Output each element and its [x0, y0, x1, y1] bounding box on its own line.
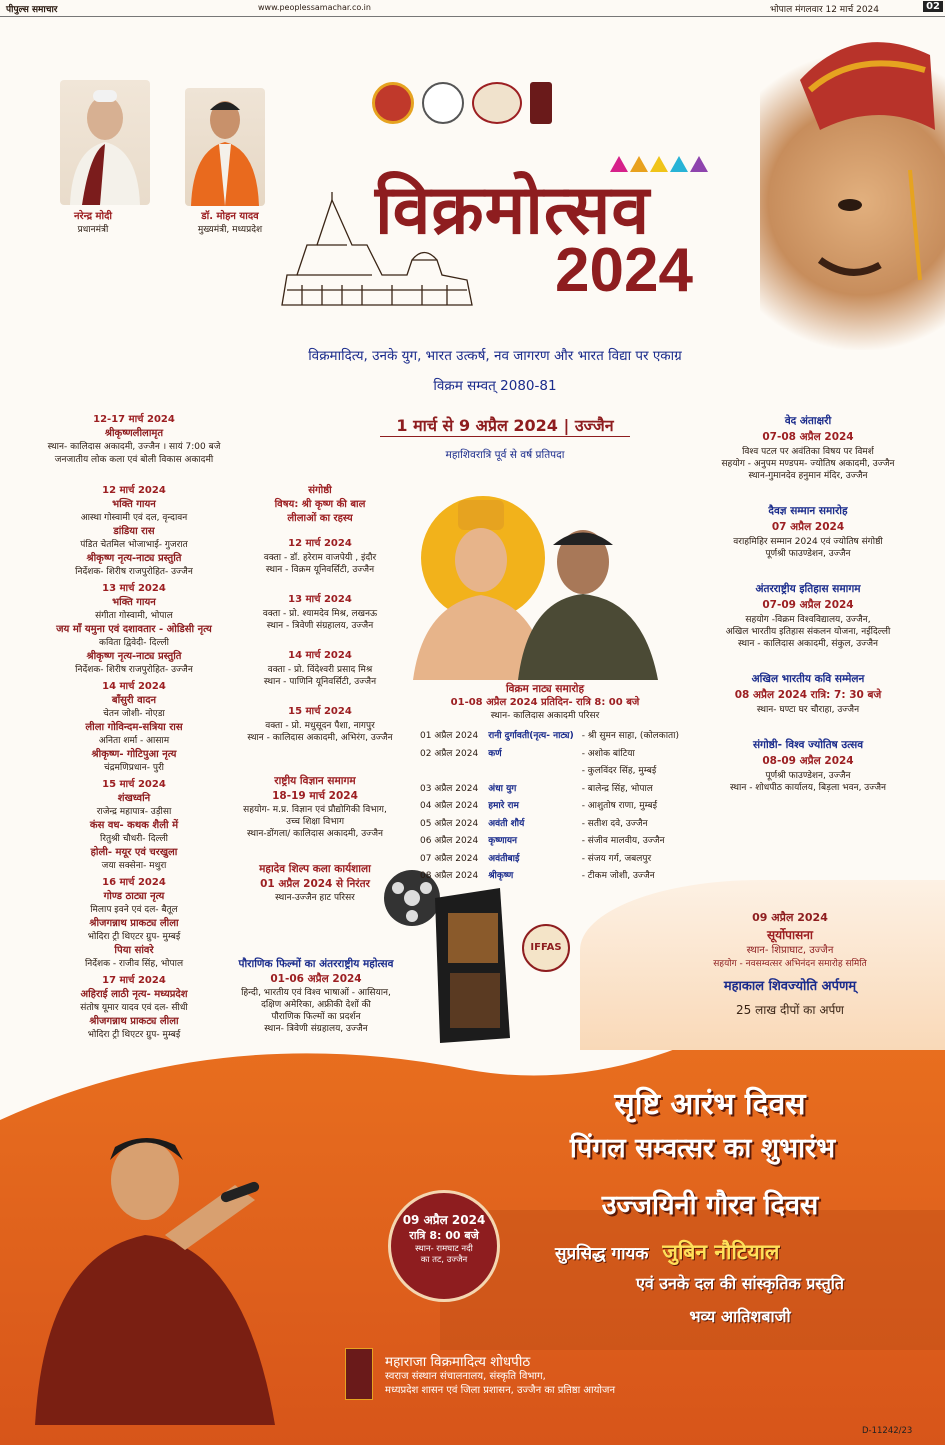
seminar-item	[235, 536, 405, 576]
seminar-label: संगोष्ठी	[308, 485, 332, 496]
natya-row	[418, 746, 681, 764]
seminar-item	[235, 592, 405, 632]
leader-modi-caption	[28, 208, 158, 235]
event-title: भक्ति गायन	[112, 499, 156, 510]
surya-line: स्थान- शिप्राघाट, उज्जैन	[746, 945, 834, 956]
singer-illustration	[35, 1125, 315, 1425]
seminar-venue: स्थान - विक्रम यूनिवर्सिटी, उज्जैन	[265, 565, 375, 575]
shodhpeeth-logo	[530, 82, 552, 124]
event-title: अहिराई लाठी नृत्य- मध्यप्रदेश	[80, 989, 188, 1000]
science-line: सहयोग- म.प्र. विज्ञान एवं प्रौद्योगिकी विभाग,	[243, 805, 387, 815]
event-title: शंखध्वनि	[117, 793, 151, 804]
deep-arpan: 25 लाख दीपों का अर्पण	[736, 1003, 844, 1017]
craft-date: 01 अप्रैल 2024 से निरंतर	[260, 878, 370, 890]
event-title: कंस वध- कथक शैली में	[89, 820, 179, 831]
right-event-line: सहयोग - अनुपम मण्डपम- ज्योतिष अकादमी, उज्जैन	[721, 459, 895, 469]
craft-head: महादेव शिल्प कला कार्यशाला	[259, 863, 371, 875]
seminar-block	[235, 484, 405, 760]
event-title: श्रीकृष्णलीलामृत	[104, 428, 164, 439]
right-event-date: 08 अप्रैल 2024 रात्रि: 7: 30 बजे	[734, 689, 882, 701]
natya-director: - बालेन्द्र सिंह, भोपाल	[581, 783, 653, 794]
event-title: जय माँ यमुना एवं दशावतार - ओडिसी नृत्य	[56, 624, 212, 635]
event-title: डांडिया रास	[113, 526, 155, 537]
event-date: 15 मार्च 2024	[102, 779, 166, 790]
film-line: दक्षिण अमेरिका, अफ्रीकी देशों की	[261, 1000, 371, 1010]
natya-date: 04 अप्रैल 2024	[420, 801, 479, 811]
event-detail: चंद्रमणिप्रधान- पुरी	[104, 763, 164, 773]
right-event-block	[688, 672, 928, 716]
natya-play: श्रीकृष्ण	[488, 871, 514, 881]
film-line: स्थान- त्रिवेणी संग्रहालय, उज्जैन	[264, 1024, 368, 1034]
natya-director: - संजीव मालवीय, उज्जैन	[581, 836, 665, 846]
seminar-date: 12 मार्च 2024	[288, 538, 352, 549]
natya-row	[418, 798, 681, 816]
leader-name: डॉ. मोहन यादव	[201, 211, 259, 222]
film-date: 01-06 अप्रैल 2024	[270, 973, 362, 985]
leader-title: प्रधानमंत्री	[77, 225, 109, 235]
date-underline	[380, 436, 630, 437]
event-title: गोण्ड ठाट्या नृत्य	[103, 891, 165, 902]
actors-illustration	[408, 490, 678, 680]
event-title: पिया सांवरे	[114, 945, 154, 956]
shodhpeeth-logo-bottom	[345, 1348, 373, 1400]
mahakal-head: महाकाल शिवज्योति अर्पणम्	[723, 979, 857, 994]
leader-name: नरेन्द्र मोदी	[74, 211, 112, 222]
event-title: श्रीकृष्ण नृत्य-नाट्य प्रस्तुति	[86, 651, 182, 662]
natya-date: 01-08 अप्रैल 2024 प्रतिदिन- रात्रि 8: 00 बजे	[450, 697, 640, 708]
right-event-line: स्थान-गुमानदेव हनुमान मंदिर, उज्जैन	[748, 471, 868, 481]
title-gaurav: उज्जयिनी गौरव दिवस	[601, 1190, 819, 1221]
natya-date: 07 अप्रैल 2024	[420, 853, 479, 864]
right-event-block	[688, 738, 928, 794]
right-event-date: 08-09 अप्रैल 2024	[762, 755, 854, 767]
right-event-head: अखिल भारतीय कवि सम्मेलन	[751, 673, 865, 685]
event-detail: राजेन्द्र महापात्र- उड़ीसा	[96, 807, 172, 817]
samvat: विक्रम सम्वत् 2080-81	[433, 378, 557, 394]
badge-date: 09 अप्रैल 2024	[402, 1213, 486, 1227]
event-title: बाँसुरी वादन	[111, 695, 157, 706]
event-detail: निर्देशक - राजीव सिंह, भोपाल	[84, 959, 184, 969]
right-event-block	[688, 582, 928, 650]
natya-play: अवंती शौर्य	[488, 818, 525, 829]
event-detail: चेतन जोशी- नोएडा	[103, 709, 165, 719]
surya-line: सहयोग - नवसम्वत्सर अभिनंदन समारोह समिति	[713, 959, 867, 969]
natya-play: अंधा युग	[488, 783, 517, 794]
spacer	[15, 467, 253, 481]
seminar-topic-cont: लीलाओं का रहस्य	[287, 513, 353, 524]
surya-head: सूर्योपासना	[767, 928, 813, 942]
event-title: श्रीजगन्नाथ प्राकट्य लीला	[89, 1016, 179, 1027]
event-detail: पंडित चेतमिल भोजाभाई- गुजरात	[80, 540, 188, 550]
science-head: राष्ट्रीय विज्ञान समागम	[274, 775, 356, 787]
natya-play	[480, 763, 576, 781]
ad-code: D-11242/23	[862, 1426, 913, 1436]
organiser-name: महाराजा विक्रमादित्य शोधपीठ	[385, 1354, 531, 1370]
science-line: उच्च शिक्षा विभाग	[285, 817, 345, 827]
seminar-item	[235, 704, 405, 744]
badge-time: रात्रि 8: 00 बजे	[409, 1229, 479, 1242]
science-block	[220, 774, 410, 840]
event-title: श्रीकृष्ण नृत्य-नाट्य प्रस्तुति	[86, 553, 182, 564]
iffas-logo: IFFAS	[522, 924, 570, 972]
site-url: www.peoplessamachar.co.in	[258, 3, 371, 12]
film-line: पौराणिक फिल्मों का प्रदर्शन	[271, 1012, 361, 1022]
right-event-line: पूर्णश्री फाउण्डेशन, उज्जैन	[765, 771, 851, 781]
portrait-modi	[60, 80, 150, 205]
natya-row	[418, 728, 681, 746]
craft-line: स्थान-उज्जैन हाट परिसर	[275, 893, 355, 903]
natya-row	[418, 833, 681, 851]
seminar-venue: स्थान - त्रिवेणी संग्रहालय, उज्जैन	[266, 621, 374, 631]
event-detail: आस्था गोस्वामी एवं दल, वृन्दावन	[80, 513, 188, 523]
natya-row	[418, 763, 681, 781]
singer-line	[555, 1238, 935, 1266]
event-date: 17 मार्च 2024	[102, 975, 166, 986]
seminar-date: 13 मार्च 2024	[288, 594, 352, 605]
natya-date: 06 अप्रैल 2024	[420, 836, 479, 846]
seminar-venue: स्थान - पाणिनि यूनिवर्सिटी, उज्जैन	[263, 677, 377, 687]
event-date: 16 मार्च 2024	[102, 877, 166, 888]
fireworks-line: भव्य आतिशबाजी	[689, 1307, 791, 1326]
right-event-head: वेद अंताक्षरी	[784, 415, 832, 427]
natya-play: रानी दुर्गावती(नृत्य- नाट्य)	[488, 731, 574, 741]
right-event-date: 07-08 अप्रैल 2024	[762, 431, 854, 443]
natya-row	[418, 781, 681, 799]
right-event-head: संगोष्ठी- विश्व ज्योतिष उत्सव	[752, 739, 864, 751]
event-title: विक्रमोत्सव	[375, 170, 651, 250]
natya-block	[410, 682, 680, 722]
seminar-speaker: वक्ता - प्रो. विंदेश्वरी प्रसाद मिश्र	[267, 665, 373, 675]
natya-play: कर्ण	[488, 748, 502, 759]
natya-row	[418, 868, 681, 886]
natya-director: - श्री सुमन साहा, (कोलकाता)	[581, 731, 680, 741]
science-line: स्थान-डोंगला/ कालिदास अकादमी, उज्जैन	[246, 829, 383, 839]
natya-date: 02 अप्रैल 2024	[420, 748, 479, 759]
seminar-item	[235, 648, 405, 688]
seminar-date: 14 मार्च 2024	[288, 650, 352, 661]
event-logo	[472, 82, 522, 124]
event-title: होली- मयूर एवं चरखुला	[90, 847, 178, 858]
event-detail: जनजातीय लोक कला एवं बोली विकास अकादमी	[54, 455, 214, 465]
logo-strip	[372, 82, 552, 124]
natya-director: - टीकम जोशी, उज्जैन	[581, 871, 655, 881]
natya-date: 01 अप्रैल 2024	[420, 731, 479, 741]
page-header	[0, 0, 945, 17]
event-subtitle: विक्रमादित्य, उनके युग, भारत उत्कर्ष, नव जागरण और भारत विद्या पर एकाग्र	[308, 348, 682, 364]
natya-director: - अशोक बांटिया	[581, 748, 635, 759]
right-event-line: स्थान - कालिदास अकादमी, संकुल, उज्जैन	[737, 639, 878, 649]
natya-play: अवंतीबाई	[488, 853, 520, 864]
event-detail: अनिता शर्मा - आसाम	[98, 736, 170, 746]
portrait-yadav	[185, 88, 265, 206]
event-detail: रितुश्री चौधरी- दिल्ली	[99, 834, 168, 844]
event-title: श्रीजगन्नाथ प्राकट्य लीला	[89, 918, 179, 929]
singer-prefix: सुप्रसिद्ध गायक	[555, 1244, 649, 1264]
right-event-head: अंतरराष्ट्रीय इतिहास समागम	[755, 583, 861, 595]
event-detail: जया सक्सेना- मथुरा	[101, 861, 167, 871]
performance-line: एवं उनके दल की सांस्कृतिक प्रस्तुति	[635, 1274, 845, 1293]
event-title: श्रीकृष्ण- गोटिपुआ नृत्य	[91, 749, 177, 760]
natya-director: - सतीश दवे, उज्जैन	[581, 818, 648, 829]
event-badge	[388, 1190, 500, 1302]
natya-date: 03 अप्रैल 2024	[420, 783, 479, 794]
vikramaditya-illustration	[760, 20, 945, 350]
natya-row	[418, 851, 681, 869]
event-date: 12-17 मार्च 2024	[93, 414, 175, 425]
seminar-speaker: वक्ता - प्रो. श्यामदेव मिश्र, लखनऊ	[262, 609, 378, 619]
event-title: भक्ति गायन	[112, 597, 156, 608]
right-event-line: स्थान- घण्टा घर चौराहा, उज्जैन	[756, 705, 860, 715]
event-date: 14 मार्च 2024	[102, 681, 166, 692]
leader-title: मुख्यमंत्री, मध्यप्रदेश	[197, 225, 263, 235]
paper-name: पीपुल्स समाचार	[6, 5, 58, 15]
seminar-topic: विषय: श्री कृष्ण की बाल	[274, 499, 366, 510]
surya-block	[640, 910, 940, 1018]
title-srishti: सृष्टि आरंभ दिवस	[614, 1087, 806, 1122]
film-line: हिन्दी, भारतीय एवं विश्व भाषाओं - आसियान,	[241, 988, 391, 998]
event-detail: कविता द्विवेदी- दिल्ली	[99, 638, 169, 648]
right-event-line: सहयोग -विक्रम विश्वविद्यालय, उज्जैन,	[745, 615, 871, 625]
title-pingal: पिंगल सम्वत्सर का शुभारंभ	[569, 1133, 836, 1164]
event-date: 12 मार्च 2024	[102, 485, 166, 496]
left-column-schedule	[15, 410, 253, 1042]
right-event-date: 07-09 अप्रैल 2024	[762, 599, 854, 611]
natya-play: हमारे राम	[488, 801, 519, 811]
natya-row	[418, 816, 681, 834]
right-event-block	[688, 504, 928, 560]
right-event-date: 07 अप्रैल 2024	[771, 521, 845, 533]
right-event-line: पूर्णश्री फाउण्डेशन, उज्जैन	[765, 549, 851, 559]
seminar-date: 15 मार्च 2024	[288, 706, 352, 717]
event-detail: भोदिरा ट्री थिएटर ग्रुप- मुम्बई	[87, 1030, 181, 1040]
right-event-head: दैवज्ञ सम्मान समारोह	[768, 505, 848, 517]
film-head: पौराणिक फिल्मों का अंतरराष्ट्रीय महोत्सव	[238, 958, 394, 970]
natya-date	[418, 763, 480, 781]
badge-venue-cont: का तट, उज्जैन	[420, 1255, 468, 1265]
natya-date: 08 अप्रैल 2024	[420, 871, 479, 881]
page-number: 02	[923, 1, 943, 12]
science-date: 18-19 मार्च 2024	[272, 790, 358, 802]
natya-play: कृष्णायन	[488, 836, 518, 846]
natya-venue: स्थान- कालिदास अकादमी परिसर	[490, 711, 600, 721]
natya-director: - आशुतोष राणा, मुम्बई	[581, 801, 658, 811]
event-detail: स्थान- कालिदास अकादमी, उज्जैन । सायं 7:00 बजे	[47, 442, 221, 452]
event-detail: भोदिरा ट्री थिएटर ग्रुप- मुम्बई	[87, 932, 181, 942]
surya-date: 09 अप्रैल 2024	[752, 911, 828, 924]
organiser-line: स्वराज संस्थान संचालनालय, संस्कृति विभाग,	[385, 1371, 546, 1382]
event-detail: मिलाप इवने एवं दल- बैतूल	[90, 905, 178, 915]
seminar-speaker: वक्ता - प्रो. मधुसूदन पैशा, नागपुर	[265, 721, 375, 731]
event-dates-sub: महाशिवरात्रि पूर्व से वर्ष प्रतिपदा	[445, 449, 565, 461]
right-column-schedule	[688, 414, 928, 816]
organiser-block	[385, 1352, 725, 1398]
natya-director: - कुलविंदर सिंह, मुम्बई	[581, 766, 657, 776]
seminar-speaker: वक्ता - डॉ. हरेराम वाजपेयी , इंदौर	[263, 553, 377, 563]
dateline: भोपाल मंगलवार 12 मार्च 2024	[770, 5, 879, 15]
natya-date: 05 अप्रैल 2024	[420, 818, 479, 829]
right-event-line: विश्व पटल पर अवंतिका विषय पर विमर्श	[742, 447, 874, 457]
badge-venue: स्थान- रामघाट नदी	[415, 1244, 473, 1254]
event-title: लीला गोविन्दम-सत्रिया रास	[85, 722, 183, 733]
event-date: 13 मार्च 2024	[102, 583, 166, 594]
natya-head: विक्रम नाट्य समारोह	[505, 683, 585, 695]
event-detail: निर्देशक- शिरीष राजपुरोहित- उज्जैन	[75, 567, 193, 577]
right-event-line: वराहमिहिर सम्मान 2024 एवं ज्योतिष संगोष्ठी	[733, 537, 883, 547]
right-event-line: स्थान - शोधपीठ कार्यालय, बिड़ला भवन, उज्जैन	[729, 783, 887, 793]
right-event-line: अखिल भारतीय इतिहास संकलन योजना, नईदिल्ली	[725, 627, 891, 637]
event-detail: संगीता गोस्वामी, भोपाल	[95, 611, 173, 621]
seminar-venue: स्थान - कालिदास अकादमी, अभिरंग, उज्जैन	[247, 733, 393, 743]
emblem-logo	[422, 82, 464, 124]
organiser-line: मध्यप्रदेश शासन एवं जिला प्रशासन, उज्जैन का प्रतिष्ठा आयोजन	[385, 1385, 615, 1396]
right-event-block	[688, 414, 928, 482]
event-detail: संतोष यूमार यादव एवं दल- सीधी	[80, 1003, 188, 1013]
natya-schedule-table	[418, 728, 681, 886]
film-reel-graphic	[380, 858, 520, 1048]
event-dates: 1 मार्च से 9 अप्रैल 2024 | उज्जैन	[396, 416, 614, 435]
event-year: 2024	[555, 236, 693, 305]
mp-logo	[372, 82, 414, 124]
natya-director: - संजय गर्ग, जबलपुर	[581, 853, 652, 864]
event-detail: निर्देशक- शिरीष राजपुरोहित- उज्जैन	[75, 665, 193, 675]
singer-name: जुबिन नौटियाल	[662, 1240, 780, 1264]
